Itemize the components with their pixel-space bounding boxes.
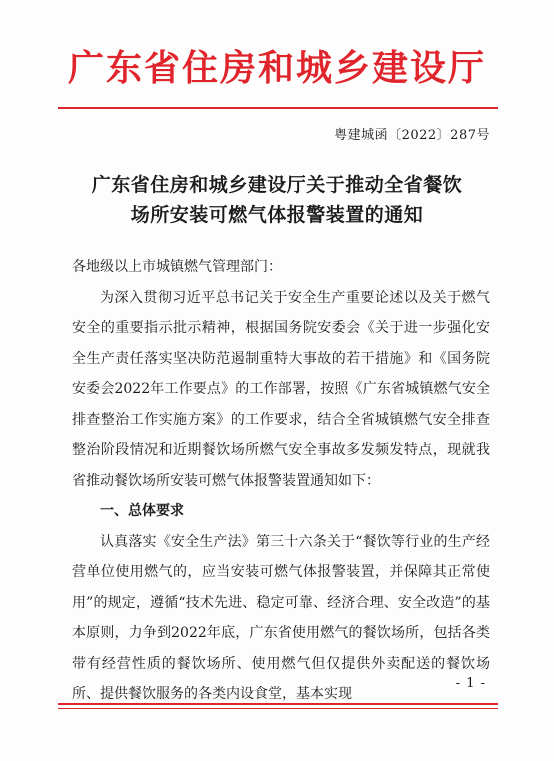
red-header-rule — [58, 107, 498, 109]
paragraph-intro: 为深入贯彻习近平总书记关于安全生产重要论述以及关于燃气安全的重要指示批示精神，根据国务院安委会《关于进一步强化安全生产责任落实坚决防范遏制重特大事故的若干措施》和《国务院安委会2022年工作要点》的工作部署，按照《广东省城镇燃气安全排查整治工作实施方案》的工作要求，结合全省城镇燃气安全排查整治阶段情况和近期餐饮场所燃气安全事故多发频发特点，现就我省推动餐饮场所安装可燃气体报警装置通知如下： — [72, 289, 490, 489]
salutation: 各地级以上市城镇燃气管理部门： — [72, 259, 282, 275]
notice-title — [60, 170, 494, 230]
red-footer-rule-thick — [58, 703, 498, 705]
section-heading-general-requirements: 一、总体要求 — [100, 503, 184, 519]
page-number: - 1 - — [455, 676, 486, 691]
notice-title-line-2: 场所安装可燃气体报警装置的通知 — [130, 204, 424, 226]
notice-title-line-1: 广东省住房和城乡建设厅关于推动全省餐饮 — [91, 174, 463, 196]
paragraph-requirements: 认真落实《安全生产法》第三十六条关于“餐饮等行业的生产经营单位使用燃气的，应当安装可燃气体报警装置，并保障其正常使用”的规定，遵循“技术先进、稳定可靠、经济合理、安全改造”的基本原则，力争到2022年底，广东省使用燃气的餐饮场所，包括各类带有经营性质的餐饮场所、使用燃气但仅提供外卖配送的餐饮场所、提供餐饮服务的各类内设食堂，基本实现 — [72, 533, 490, 702]
document-number: 粤建城函〔2022〕287号 — [334, 128, 490, 143]
masthead-title: 广东省住房和城乡建设厅 — [67, 47, 486, 89]
red-footer-rule-thin — [58, 708, 498, 709]
document-body — [72, 252, 490, 710]
